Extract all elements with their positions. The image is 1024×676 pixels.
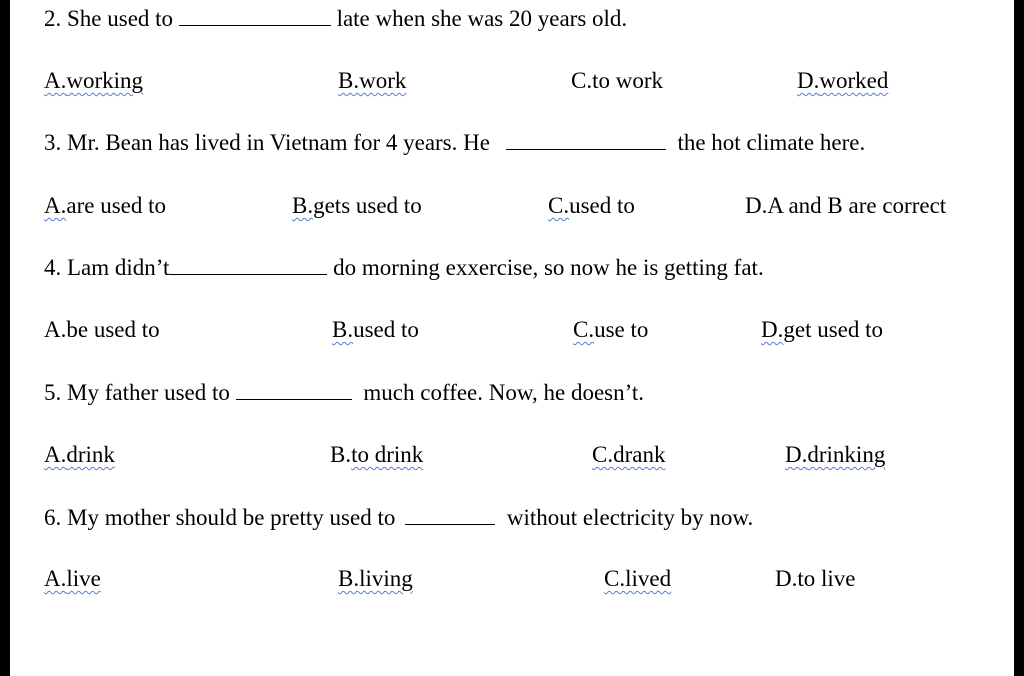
option-text: used to [353, 317, 419, 342]
option-letter: D. [785, 442, 808, 467]
question-3-after: the hot climate here. [671, 130, 866, 155]
option-text: drank [613, 442, 666, 467]
question-5-blank [236, 381, 352, 400]
question-6-option-a[interactable] [44, 566, 101, 592]
question-2-before: 2. She used to [44, 6, 179, 31]
question-3-option-d[interactable] [745, 193, 946, 219]
question-4 [44, 255, 764, 281]
option-text: working [66, 68, 144, 93]
option-letter: A. [44, 566, 67, 591]
option-text: drinking [807, 442, 886, 467]
question-6-option-d[interactable] [775, 566, 856, 592]
option-letter: B. [332, 317, 354, 342]
option-letter: B. [292, 193, 314, 218]
worksheet-page [10, 0, 1014, 676]
question-4-before: 4. Lam didn’t [44, 255, 170, 280]
option-letter: D. [761, 317, 784, 342]
option-letter: D. [775, 566, 798, 591]
question-4-option-d[interactable] [761, 317, 883, 343]
option-letter: C. [548, 193, 570, 218]
option-letter: D. [797, 68, 820, 93]
question-5-option-b[interactable] [330, 442, 423, 468]
question-2 [44, 6, 627, 32]
question-4-after: do morning exxercise, so now he is getting fat. [327, 255, 764, 280]
question-5-before: 5. My father used to [44, 380, 236, 405]
option-text: drink [66, 442, 115, 467]
option-letter: A. [44, 193, 67, 218]
question-2-option-a[interactable] [44, 68, 143, 94]
option-text: worked [819, 68, 889, 93]
question-4-option-b[interactable] [332, 317, 419, 343]
question-3-blank [506, 131, 666, 150]
question-4-option-a[interactable] [44, 317, 160, 343]
option-text: gets used to [313, 193, 422, 218]
option-letter: A. [44, 442, 67, 467]
question-6-option-b[interactable] [338, 566, 413, 592]
question-6-before: 6. My mother should be pretty used to [44, 505, 402, 530]
question-4-option-c[interactable] [573, 317, 648, 343]
option-text: live [66, 566, 101, 591]
question-5-option-d[interactable] [785, 442, 885, 468]
question-4-blank [169, 256, 327, 275]
question-3-before: 3. Mr. Bean has lived in Vietnam for 4 years. He [44, 130, 496, 155]
question-2-option-c[interactable] [571, 68, 663, 94]
question-3-option-b[interactable] [292, 193, 422, 219]
question-2-after: late when she was 20 years old. [330, 6, 628, 31]
option-text: to drink [351, 442, 424, 467]
question-2-option-b[interactable] [338, 68, 406, 94]
option-text: are used to [66, 193, 167, 218]
question-5-option-c[interactable] [592, 442, 665, 468]
option-text: living [359, 566, 413, 591]
option-letter: D. [745, 193, 768, 218]
question-5-option-a[interactable] [44, 442, 115, 468]
question-5-after: much coffee. Now, he doesn’t. [357, 380, 644, 405]
option-text: to work [592, 68, 664, 93]
option-text: work [359, 68, 407, 93]
option-letter: C. [573, 317, 595, 342]
question-5 [44, 380, 644, 406]
option-text: be used to [66, 317, 160, 342]
question-3-option-c[interactable] [548, 193, 635, 219]
option-letter: A. [44, 317, 67, 342]
option-text: to live [797, 566, 856, 591]
option-letter: B. [330, 442, 352, 467]
option-letter: C. [604, 566, 626, 591]
option-text: lived [625, 566, 672, 591]
option-text: get used to [783, 317, 884, 342]
option-text: used to [569, 193, 635, 218]
question-3-option-a[interactable] [44, 193, 166, 219]
option-text: A and B are correct [767, 193, 947, 218]
option-letter: C. [571, 68, 593, 93]
question-6-after: without electricity by now. [501, 505, 754, 530]
question-6-option-c[interactable] [604, 566, 671, 592]
question-6 [44, 505, 753, 531]
option-letter: A. [44, 68, 67, 93]
question-2-blank [179, 7, 331, 26]
question-2-option-d[interactable] [797, 68, 888, 94]
option-letter: B. [338, 68, 360, 93]
option-text: use to [594, 317, 649, 342]
option-letter: C. [592, 442, 614, 467]
option-letter: B. [338, 566, 360, 591]
question-6-blank [405, 506, 495, 525]
question-3 [44, 130, 865, 156]
